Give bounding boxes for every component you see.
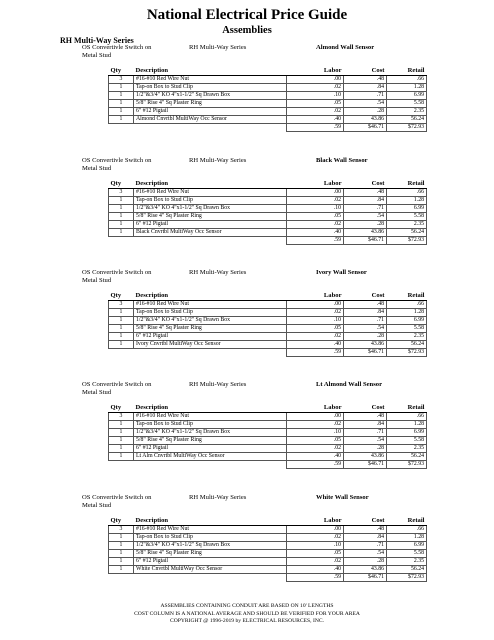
description-cell: 5/8" Rise 4" Sq Plaster Ring: [134, 550, 287, 558]
qty-cell: 1: [109, 542, 134, 550]
description-cell: Ivory Cnvrtbl MultiWay Occ Sensor: [134, 341, 287, 349]
table-row: [109, 92, 427, 100]
cost-cell: .48: [344, 76, 387, 84]
section-sensor-name: Almond Wall Sensor: [316, 44, 375, 51]
description-cell: 1/2"&3/4" KO 4"x1-1/2" Sq Drawn Box: [134, 317, 287, 325]
section-left-line2: Metal Stud: [82, 502, 112, 509]
qty-cell: 1: [109, 317, 134, 325]
qty-cell: 1: [109, 558, 134, 566]
col-qty: Qty: [109, 67, 134, 76]
labor-cell: .02: [287, 333, 344, 341]
table-row: [109, 189, 427, 197]
qty-cell: 1: [109, 341, 134, 349]
table-row: [109, 542, 427, 550]
qty-cell: 1: [109, 421, 134, 429]
labor-cell: .00: [287, 301, 344, 309]
section-left-line1: OS Convertivle Switch on: [82, 494, 152, 501]
labor-cell: .05: [287, 213, 344, 221]
parts-table: [108, 180, 427, 245]
section-left-line1: OS Convertivle Switch on: [82, 157, 152, 164]
table-row: [109, 429, 427, 437]
qty-cell: 1: [109, 453, 134, 461]
cost-cell: .54: [344, 213, 387, 221]
series-heading: RH Multi-Way Series: [60, 36, 134, 45]
description-cell: #16-#10 Red Wire Nut: [134, 189, 287, 197]
cost-cell: .28: [344, 221, 387, 229]
retail-cell: 56.24: [387, 116, 427, 124]
retail-cell: 5.58: [387, 325, 427, 333]
col-cost: Cost: [344, 404, 387, 413]
qty-cell: 1: [109, 566, 134, 574]
retail-cell: .66: [387, 526, 427, 534]
description-cell: #16-#10 Red Wire Nut: [134, 413, 287, 421]
col-retail: Retail: [387, 404, 427, 413]
qty-cell: 1: [109, 229, 134, 237]
cost-cell: .71: [344, 205, 387, 213]
labor-cell: .02: [287, 421, 344, 429]
qty-cell: 3: [109, 301, 134, 309]
table-row: [109, 453, 427, 461]
section-series: RH Multi-Way Series: [189, 44, 247, 51]
table-row: [109, 84, 427, 92]
description-cell: 6" #12 Pigtail: [134, 333, 287, 341]
section-left-line2: Metal Stud: [82, 52, 112, 59]
col-cost: Cost: [344, 292, 387, 301]
description-cell: White Cnvrtbl MultiWay Occ Sensor: [134, 566, 287, 574]
col-qty: Qty: [109, 404, 134, 413]
retail-cell: 6.99: [387, 429, 427, 437]
table-row: [109, 437, 427, 445]
qty-cell: 1: [109, 445, 134, 453]
cost-cell: .54: [344, 100, 387, 108]
total-cost: $46.71: [344, 574, 387, 582]
retail-cell: 5.58: [387, 550, 427, 558]
col-labor: Labor: [287, 292, 344, 301]
retail-cell: 2.35: [387, 221, 427, 229]
parts-table: [108, 517, 427, 582]
table-row: [109, 309, 427, 317]
labor-cell: .10: [287, 429, 344, 437]
retail-cell: 6.99: [387, 317, 427, 325]
qty-cell: 1: [109, 550, 134, 558]
qty-cell: 1: [109, 100, 134, 108]
cost-cell: .84: [344, 534, 387, 542]
total-labor: .59: [287, 237, 344, 245]
cost-cell: .84: [344, 309, 387, 317]
cost-cell: .54: [344, 437, 387, 445]
total-labor: .59: [287, 124, 344, 132]
col-description: Description: [134, 404, 287, 413]
section-series: RH Multi-Way Series: [189, 269, 247, 276]
col-qty: Qty: [109, 292, 134, 301]
retail-cell: 56.24: [387, 566, 427, 574]
section-left-line2: Metal Stud: [82, 389, 112, 396]
qty-cell: 1: [109, 213, 134, 221]
total-retail: $72.93: [387, 124, 427, 132]
footer-line: ASSEMBLIES CONTAINING CONDUIT ARE BASED ON 10' LENGTHS: [160, 603, 334, 609]
qty-cell: 3: [109, 76, 134, 84]
total-cost: $46.71: [344, 461, 387, 469]
cost-cell: .54: [344, 325, 387, 333]
retail-cell: 2.35: [387, 445, 427, 453]
cost-cell: .48: [344, 413, 387, 421]
description-cell: #16-#10 Red Wire Nut: [134, 301, 287, 309]
section-left-line1: OS Convertivle Switch on: [82, 269, 152, 276]
total-retail: $72.93: [387, 574, 427, 582]
qty-cell: 1: [109, 325, 134, 333]
table-row: [109, 413, 427, 421]
cost-cell: .28: [344, 445, 387, 453]
qty-cell: 1: [109, 205, 134, 213]
cost-cell: .48: [344, 526, 387, 534]
labor-cell: .00: [287, 189, 344, 197]
cost-cell: .48: [344, 301, 387, 309]
table-row: [109, 76, 427, 84]
retail-cell: 1.28: [387, 421, 427, 429]
retail-cell: 2.35: [387, 558, 427, 566]
section-series: RH Multi-Way Series: [189, 157, 247, 164]
qty-cell: 1: [109, 197, 134, 205]
labor-cell: .02: [287, 445, 344, 453]
description-cell: Tap-on Box to Stud Clip: [134, 534, 287, 542]
col-labor: Labor: [287, 67, 344, 76]
section-series: RH Multi-Way Series: [189, 381, 247, 388]
col-cost: Cost: [344, 517, 387, 526]
labor-cell: .40: [287, 229, 344, 237]
labor-cell: .02: [287, 108, 344, 116]
cost-cell: .84: [344, 197, 387, 205]
description-cell: Tap-on Box to Stud Clip: [134, 197, 287, 205]
description-cell: 5/8" Rise 4" Sq Plaster Ring: [134, 100, 287, 108]
section-sensor-name: White Wall Sensor: [316, 494, 369, 501]
col-retail: Retail: [387, 180, 427, 189]
table-row: [109, 229, 427, 237]
retail-cell: .66: [387, 189, 427, 197]
retail-cell: 1.28: [387, 84, 427, 92]
retail-cell: 6.99: [387, 92, 427, 100]
page-footer: [0, 603, 494, 626]
labor-cell: .10: [287, 92, 344, 100]
footer-line: COST COLUMN IS A NATIONAL AVERAGE AND SHOULD BE VERIFIED FOR YOUR AREA: [134, 610, 360, 617]
table-row: [109, 566, 427, 574]
col-labor: Labor: [287, 404, 344, 413]
description-cell: 6" #12 Pigtail: [134, 445, 287, 453]
page-subtitle: Assemblies: [222, 25, 272, 36]
qty-cell: 1: [109, 309, 134, 317]
description-cell: 6" #12 Pigtail: [134, 558, 287, 566]
parts-table: [108, 292, 427, 357]
table-row: [109, 221, 427, 229]
retail-cell: .66: [387, 301, 427, 309]
table-row: [109, 325, 427, 333]
table-row: [109, 108, 427, 116]
footer-line: COPYRIGHT @ 1996-2019 by ELECTRICAL RESOURCES, INC.: [169, 618, 324, 624]
cost-cell: 43.86: [344, 566, 387, 574]
labor-cell: .05: [287, 550, 344, 558]
retail-cell: 6.99: [387, 542, 427, 550]
retail-cell: 5.58: [387, 437, 427, 445]
total-retail: $72.93: [387, 461, 427, 469]
labor-cell: .05: [287, 325, 344, 333]
col-retail: Retail: [387, 517, 427, 526]
labor-cell: .10: [287, 317, 344, 325]
col-qty: Qty: [109, 180, 134, 189]
labor-cell: .00: [287, 526, 344, 534]
qty-cell: 1: [109, 429, 134, 437]
description-cell: 5/8" Rise 4" Sq Plaster Ring: [134, 325, 287, 333]
section-sensor-name: Black Wall Sensor: [316, 157, 368, 164]
section-left-line1: OS Convertivle Switch on: [82, 381, 152, 388]
total-cost: $46.71: [344, 349, 387, 357]
retail-cell: 1.28: [387, 197, 427, 205]
totals-row: [109, 124, 427, 132]
labor-cell: .00: [287, 76, 344, 84]
qty-cell: 1: [109, 221, 134, 229]
description-cell: 1/2"&3/4" KO 4"x1-1/2" Sq Drawn Box: [134, 205, 287, 213]
qty-cell: 3: [109, 189, 134, 197]
page-title: National Electrical Price Guide: [146, 7, 348, 23]
col-labor: Labor: [287, 180, 344, 189]
cost-cell: .84: [344, 421, 387, 429]
qty-cell: 1: [109, 333, 134, 341]
table-row: [109, 301, 427, 309]
table-row: [109, 534, 427, 542]
labor-cell: .02: [287, 309, 344, 317]
description-cell: #16-#10 Red Wire Nut: [134, 76, 287, 84]
labor-cell: .05: [287, 100, 344, 108]
total-labor: .59: [287, 574, 344, 582]
section-left-line2: Metal Stud: [82, 277, 112, 284]
total-labor: .59: [287, 461, 344, 469]
table-row: [109, 526, 427, 534]
cost-cell: .84: [344, 84, 387, 92]
description-cell: 6" #12 Pigtail: [134, 108, 287, 116]
labor-cell: .02: [287, 534, 344, 542]
description-cell: Tap-on Box to Stud Clip: [134, 421, 287, 429]
col-retail: Retail: [387, 67, 427, 76]
description-cell: 5/8" Rise 4" Sq Plaster Ring: [134, 213, 287, 221]
qty-cell: 1: [109, 84, 134, 92]
labor-cell: .40: [287, 566, 344, 574]
totals-row: [109, 574, 427, 582]
parts-table: [108, 67, 427, 132]
table-row: [109, 100, 427, 108]
total-retail: $72.93: [387, 349, 427, 357]
col-retail: Retail: [387, 292, 427, 301]
section-series: RH Multi-Way Series: [189, 494, 247, 501]
description-cell: #16-#10 Red Wire Nut: [134, 526, 287, 534]
retail-cell: 56.24: [387, 453, 427, 461]
table-row: [109, 197, 427, 205]
retail-cell: 56.24: [387, 229, 427, 237]
labor-cell: .02: [287, 221, 344, 229]
cost-cell: .28: [344, 108, 387, 116]
section-left-line1: OS Convertivle Switch on: [82, 44, 152, 51]
col-qty: Qty: [109, 517, 134, 526]
totals-row: [109, 461, 427, 469]
table-row: [109, 333, 427, 341]
labor-cell: .10: [287, 542, 344, 550]
labor-cell: .02: [287, 197, 344, 205]
cost-cell: .28: [344, 558, 387, 566]
totals-row: [109, 237, 427, 245]
qty-cell: 1: [109, 437, 134, 445]
total-cost: $46.71: [344, 124, 387, 132]
retail-cell: 2.35: [387, 108, 427, 116]
retail-cell: 1.28: [387, 534, 427, 542]
total-cost: $46.71: [344, 237, 387, 245]
cost-cell: 43.86: [344, 229, 387, 237]
cost-cell: .71: [344, 92, 387, 100]
table-row: [109, 341, 427, 349]
col-description: Description: [134, 67, 287, 76]
col-cost: Cost: [344, 180, 387, 189]
description-cell: 1/2"&3/4" KO 4"x1-1/2" Sq Drawn Box: [134, 92, 287, 100]
cost-cell: 43.86: [344, 341, 387, 349]
total-retail: $72.93: [387, 237, 427, 245]
table-row: [109, 116, 427, 124]
col-cost: Cost: [344, 67, 387, 76]
labor-cell: .02: [287, 84, 344, 92]
retail-cell: 56.24: [387, 341, 427, 349]
parts-table: [108, 404, 427, 469]
table-row: [109, 317, 427, 325]
retail-cell: 5.58: [387, 213, 427, 221]
labor-cell: .40: [287, 341, 344, 349]
col-description: Description: [134, 292, 287, 301]
table-row: [109, 213, 427, 221]
qty-cell: 3: [109, 526, 134, 534]
section-sensor-name: Lt Almond Wall Sensor: [316, 381, 383, 388]
labor-cell: .40: [287, 453, 344, 461]
labor-cell: .10: [287, 205, 344, 213]
col-description: Description: [134, 180, 287, 189]
description-cell: Almond Cnvrtbl MultiWay Occ Sensor: [134, 116, 287, 124]
description-cell: 5/8" Rise 4" Sq Plaster Ring: [134, 437, 287, 445]
cost-cell: 43.86: [344, 453, 387, 461]
description-cell: Tap-on Box to Stud Clip: [134, 309, 287, 317]
retail-cell: .66: [387, 76, 427, 84]
col-description: Description: [134, 517, 287, 526]
table-row: [109, 445, 427, 453]
retail-cell: 1.28: [387, 309, 427, 317]
retail-cell: 5.58: [387, 100, 427, 108]
total-labor: .59: [287, 349, 344, 357]
table-row: [109, 421, 427, 429]
description-cell: Black Cnvrtbl MultiWay Occ Sensor: [134, 229, 287, 237]
qty-cell: 1: [109, 92, 134, 100]
table-row: [109, 205, 427, 213]
qty-cell: 3: [109, 413, 134, 421]
cost-cell: 43.86: [344, 116, 387, 124]
table-row: [109, 558, 427, 566]
labor-cell: .02: [287, 558, 344, 566]
description-cell: 1/2"&3/4" KO 4"x1-1/2" Sq Drawn Box: [134, 542, 287, 550]
qty-cell: 1: [109, 108, 134, 116]
description-cell: 6" #12 Pigtail: [134, 221, 287, 229]
labor-cell: .00: [287, 413, 344, 421]
cost-cell: .71: [344, 317, 387, 325]
qty-cell: 1: [109, 534, 134, 542]
cost-cell: .28: [344, 333, 387, 341]
description-cell: Lt Alm Cnvrtbl MultiWay Occ Sensor: [134, 453, 287, 461]
qty-cell: 1: [109, 116, 134, 124]
section-left-line2: Metal Stud: [82, 165, 112, 172]
retail-cell: .66: [387, 413, 427, 421]
cost-cell: .71: [344, 542, 387, 550]
totals-row: [109, 349, 427, 357]
cost-cell: .48: [344, 189, 387, 197]
labor-cell: .40: [287, 116, 344, 124]
cost-cell: .71: [344, 429, 387, 437]
retail-cell: 2.35: [387, 333, 427, 341]
col-labor: Labor: [287, 517, 344, 526]
retail-cell: 6.99: [387, 205, 427, 213]
description-cell: 1/2"&3/4" KO 4"x1-1/2" Sq Drawn Box: [134, 429, 287, 437]
labor-cell: .05: [287, 437, 344, 445]
cost-cell: .54: [344, 550, 387, 558]
section-sensor-name: Ivory Wall Sensor: [316, 269, 367, 276]
description-cell: Tap-on Box to Stud Clip: [134, 84, 287, 92]
table-row: [109, 550, 427, 558]
